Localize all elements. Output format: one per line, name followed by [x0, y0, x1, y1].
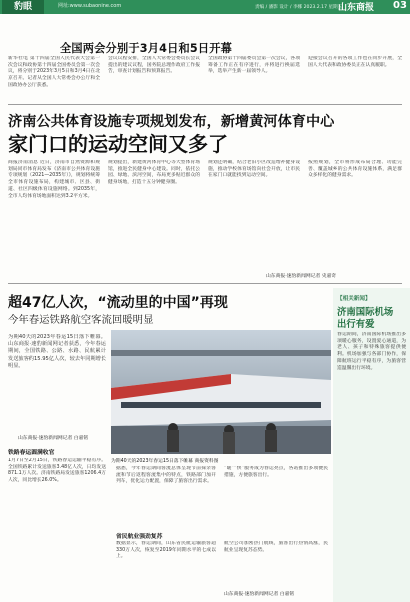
story2-col1: 商报济南消息 近日，济南市自然资源和规划局同市体育局发布《济南市公共体育设施专项规划（2021—2035年）》，规划将统筹全市体育设施布局，构建城市、区县、街道、社区四级体育设施网络。到2035年，全市人均体育场地面积达到3.2平方米。	[8, 160, 100, 199]
story3-col-mid: 据悉，今年春运期间客流总体呈现节前探亲客流和节后返程客流集中的特点，铁路部门加开列车，优化运力配置，保障了旅客出行需求。	[116, 466, 216, 485]
story2-headline-line2: 家门口的运动空间又多了	[8, 132, 228, 156]
train-station-photo-graphic	[111, 330, 331, 454]
sidebar-body: 春运期间，济南国际机场推出多项暖心服务，设置爱心通道，为老人、孩子和特殊旅客提供便利。机场加强与各部门协作，保障航班运行平稳有序，为旅客营造温馨出行环境。	[337, 332, 406, 371]
photo-caption: 为期40天的2023年春运15日落下帷幕 商报资料图	[111, 459, 219, 464]
story1-col4: 迎接会议召开的各项工作也在同步开展，全国人大代表和政协委员正在认真履职。	[308, 56, 402, 68]
story3-byline-1: 山东商报·速豹新闻网记者 白嘉铭	[18, 436, 89, 441]
masthead-bar	[0, 0, 410, 14]
banner-headline: 全国两会分别于3月4日和5日开幕	[60, 42, 232, 55]
website-url[interactable]: 网址:www.subaonine.com	[58, 3, 122, 9]
story1-col2: 会议议程安排，全国人大常委会委员长会议提出的建议议程，国务院总理作政府工作报告，审查计划报告和预算报告。	[108, 56, 200, 75]
sidebar-headline-line2: 出行有爱	[337, 319, 375, 330]
story2-col3: 规划还明确，结合老旧小区改造增补健身设施，推动学校体育场馆向社会开放，让市民在家门口就能找到运动空间。	[208, 160, 300, 179]
sidebar-headline-line1: 济南国际机场	[337, 307, 394, 318]
story2-col2: 规划提出，新建黄河体育中心等大型体育场馆，推进全民健身中心建设。同时，依托公园、绿地、滨河空间，布局更多贴近群众的健身场地，打造十五分钟健身圈。	[108, 160, 200, 186]
story1-col3: 全国政协第十四届委员会第一次会议，各项筹备工作正在有序进行，并将进行换届选举，选举产生新一届领导人。	[208, 56, 300, 75]
story3-lead: 为期40天的2023年春运15日落下帷幕。山东商报·速豹新闻网记者获悉，今年春运期间，全国铁路、公路、水路、民航累计发送旅客约15.95亿人次，较去年同期增长明显。	[8, 334, 106, 369]
section-title-aviation: 省民航业强劲复苏	[116, 534, 163, 540]
story3-col-right-2: 航空公司加密热门航线，旅客出行热情高涨，民航业呈现复苏态势。	[224, 541, 328, 553]
train-station-photo	[111, 330, 331, 454]
story3-subhead: 今年春运铁路航空客流回暖明显	[8, 314, 154, 326]
newspaper-logo: 豹眼	[2, 0, 44, 14]
story3-headline: 超47亿人次，“流动里的中国”再现	[8, 295, 228, 311]
story1-col1: 新华社电 第十四届全国人民代表大会第一次会议和政协第十四届全国委员会第一次会议，将分别于2023年3月5日和3月4日在北京召开。记者从全国人大常委会办公厅和全国政协办公厅获悉。	[8, 56, 100, 88]
story2-headline-line1: 济南公共体育设施专项规划发布，新增黄河体育中心	[8, 114, 335, 130]
divider	[8, 104, 402, 105]
story2-col4: 按照规划，全市将形成布局合理、功能完善、覆盖城乡的公共体育设施体系，满足群众多样化的健身需求。	[308, 160, 402, 179]
story3-byline-2: 山东商报·速豹新闻网记者 白嘉铭	[224, 592, 295, 597]
section-title-railway: 铁路春运圆满收官	[8, 450, 55, 456]
story2-byline: 山东商报·速豹新闻网记者 史嘉奇	[266, 274, 337, 279]
sidebar-tag: 【相关新闻】	[337, 296, 371, 302]
page-number: 03	[393, 0, 407, 11]
issue-meta: 责编 / 潘影 设计 / 李娜 2023.2.17 星期五	[255, 5, 343, 10]
story3-col-right: “暖”“快”服务成为春运亮点，各站推出多项便民措施，方便旅客出行。	[224, 466, 328, 478]
divider	[8, 283, 402, 284]
paper-name: 山东商报	[338, 3, 375, 13]
story3-col-left: 1月7日至2月15日，铁路春运运输平稳有序。全国铁路累计发送旅客3.48亿人次，日均发送871.1万人次。济南铁路局发送旅客1206.4万人次，同比增长26.0%。	[8, 458, 106, 484]
story3-col-mid-2: 数据显示，春运期间，山东省民航运输旅客超330万人次，恢复至2019年同期水平的七成以上。	[116, 541, 216, 560]
